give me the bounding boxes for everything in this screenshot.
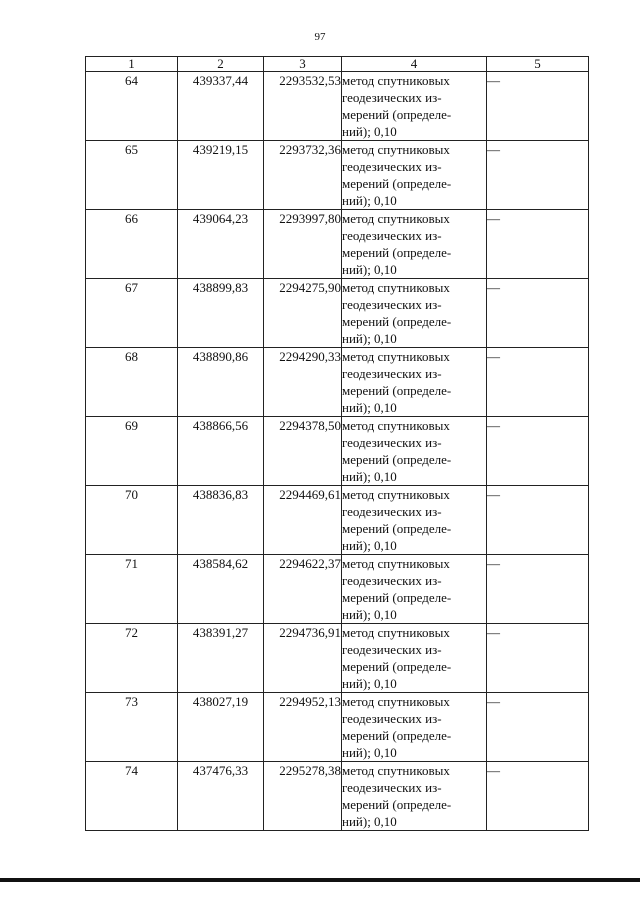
point-number-cell: 74 (86, 762, 178, 831)
point-number-cell: 65 (86, 141, 178, 210)
table-row (86, 555, 589, 624)
point-number-cell: 68 (86, 348, 178, 417)
table-row (86, 417, 589, 486)
column-header: 2 (178, 57, 264, 72)
point-number-cell: 73 (86, 693, 178, 762)
table-header-row (86, 57, 589, 72)
x-coordinate-cell: 437476,33 (178, 762, 264, 831)
table-row (86, 693, 589, 762)
description-cell: — (487, 417, 589, 486)
point-number-cell: 66 (86, 210, 178, 279)
method-cell: метод спутниковых геодезических из- мерений (определе- ний); 0,10 (342, 279, 487, 348)
point-number-cell: 71 (86, 555, 178, 624)
point-number-cell: 69 (86, 417, 178, 486)
description-cell: — (487, 210, 589, 279)
description-cell: — (487, 762, 589, 831)
table-row (86, 624, 589, 693)
description-cell: — (487, 624, 589, 693)
x-coordinate-cell: 438584,62 (178, 555, 264, 624)
method-cell: метод спутниковых геодезических из- мерений (определе- ний); 0,10 (342, 72, 487, 141)
description-cell: — (487, 555, 589, 624)
method-cell: метод спутниковых геодезических из- мерений (определе- ний); 0,10 (342, 417, 487, 486)
table-row (86, 141, 589, 210)
x-coordinate-cell: 438899,83 (178, 279, 264, 348)
description-cell: — (487, 141, 589, 210)
column-header: 4 (342, 57, 487, 72)
table-row (86, 210, 589, 279)
method-cell: метод спутниковых геодезических из- мерений (определе- ний); 0,10 (342, 555, 487, 624)
y-coordinate-cell: 2293532,53 (264, 72, 342, 141)
method-cell: метод спутниковых геодезических из- мерений (определе- ний); 0,10 (342, 348, 487, 417)
description-cell: — (487, 72, 589, 141)
y-coordinate-cell: 2294622,37 (264, 555, 342, 624)
y-coordinate-cell: 2294469,61 (264, 486, 342, 555)
column-header: 3 (264, 57, 342, 72)
y-coordinate-cell: 2294290,33 (264, 348, 342, 417)
x-coordinate-cell: 439219,15 (178, 141, 264, 210)
column-header: 1 (86, 57, 178, 72)
x-coordinate-cell: 438890,86 (178, 348, 264, 417)
x-coordinate-cell: 438027,19 (178, 693, 264, 762)
y-coordinate-cell: 2294736,91 (264, 624, 342, 693)
description-cell: — (487, 693, 589, 762)
point-number-cell: 72 (86, 624, 178, 693)
y-coordinate-cell: 2294275,90 (264, 279, 342, 348)
x-coordinate-cell: 439337,44 (178, 72, 264, 141)
method-cell: метод спутниковых геодезических из- мерений (определе- ний); 0,10 (342, 693, 487, 762)
method-cell: метод спутниковых геодезических из- мерений (определе- ний); 0,10 (342, 141, 487, 210)
x-coordinate-cell: 439064,23 (178, 210, 264, 279)
table-row (86, 279, 589, 348)
method-cell: метод спутниковых геодезических из- мерений (определе- ний); 0,10 (342, 624, 487, 693)
point-number-cell: 64 (86, 72, 178, 141)
point-number-cell: 67 (86, 279, 178, 348)
method-cell: метод спутниковых геодезических из- мерений (определе- ний); 0,10 (342, 486, 487, 555)
table-row (86, 348, 589, 417)
description-cell: — (487, 486, 589, 555)
method-cell: метод спутниковых геодезических из- мерений (определе- ний); 0,10 (342, 210, 487, 279)
point-number-cell: 70 (86, 486, 178, 555)
table-body (86, 72, 589, 831)
column-header: 5 (487, 57, 589, 72)
footer-rule (0, 878, 640, 882)
y-coordinate-cell: 2294952,13 (264, 693, 342, 762)
table-row (86, 486, 589, 555)
x-coordinate-cell: 438866,56 (178, 417, 264, 486)
x-coordinate-cell: 438391,27 (178, 624, 264, 693)
table-row (86, 762, 589, 831)
x-coordinate-cell: 438836,83 (178, 486, 264, 555)
coordinates-table (85, 56, 589, 831)
description-cell: — (487, 348, 589, 417)
table-row (86, 72, 589, 141)
y-coordinate-cell: 2294378,50 (264, 417, 342, 486)
y-coordinate-cell: 2293997,80 (264, 210, 342, 279)
method-cell: метод спутниковых геодезических из- мерений (определе- ний); 0,10 (342, 762, 487, 831)
page-number: 97 (314, 31, 326, 43)
y-coordinate-cell: 2293732,36 (264, 141, 342, 210)
description-cell: — (487, 279, 589, 348)
y-coordinate-cell: 2295278,38 (264, 762, 342, 831)
